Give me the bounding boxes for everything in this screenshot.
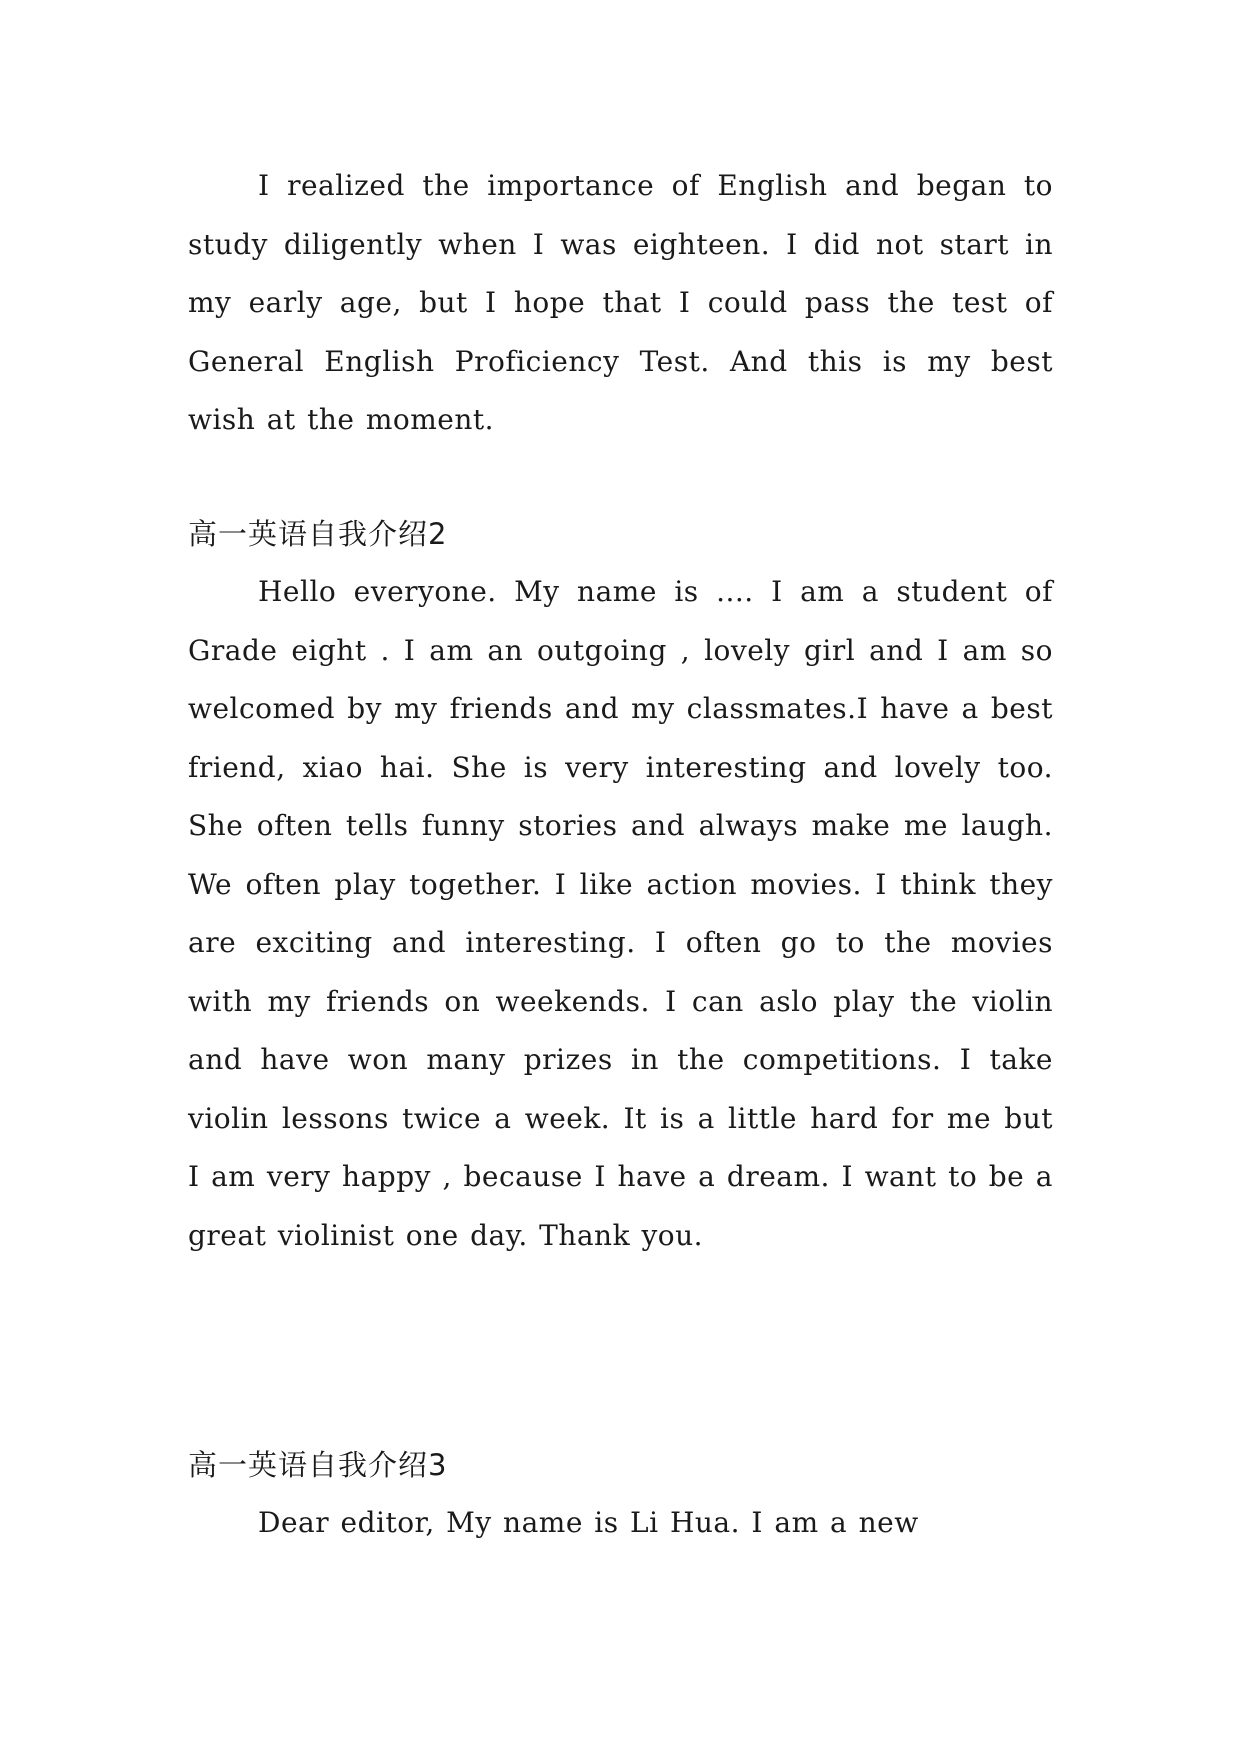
section-heading-2: 高一英语自我介绍2	[188, 517, 448, 551]
paragraph-1	[188, 157, 1053, 450]
paragraph-3-text: Dear editor, My name is Li Hua. I am a new	[258, 1506, 919, 1539]
paragraph-3	[188, 1494, 1053, 1553]
section-heading-3: 高一英语自我介绍3	[188, 1448, 448, 1482]
paragraph-1-text: I realized the importance of English and began to study diligently when I was eighteen. I did not start in my early age, but I hope that I could pass the test of General English Proficiency Test. And this is my best wish at the moment.	[188, 169, 1053, 436]
paragraph-2	[188, 563, 1053, 1265]
paragraph-2-text: Hello everyone. My name is .... I am a student of Grade eight . I am an outgoing , lovely girl and I am so welcomed by my friends and my classmates.I have a best friend, xiao hai. She is very interesting and lovely too. She often tells funny stories and always make me laugh. We often play together. I like action movies. I think they are exciting and interesting. I often go to the movies with my friends on weekends. I can aslo play the violin and have won many prizes in the competitions. I take violin lessons twice a week. It is a little hard for me but I am very happy , because I have a dream. I want to be a great violinist one day. Thank you.	[188, 575, 1053, 1252]
